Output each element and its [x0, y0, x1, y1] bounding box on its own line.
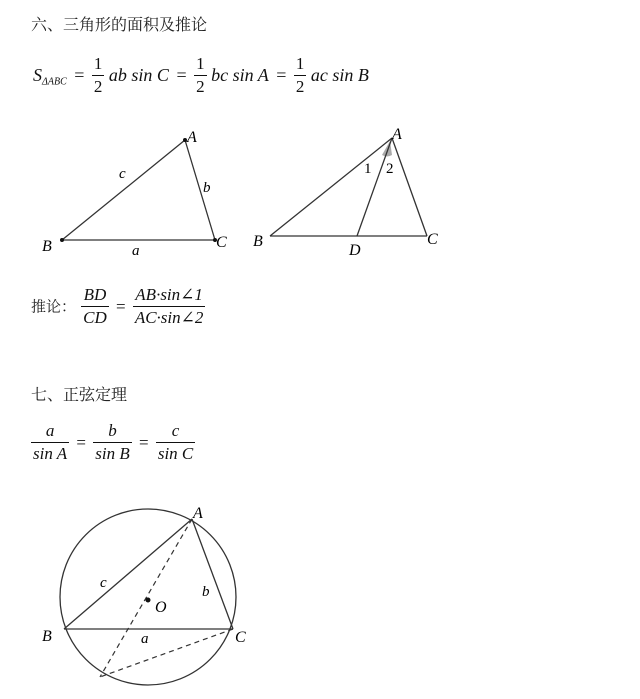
section-7-title: 七、正弦定理 [31, 385, 128, 404]
side-ab-line [270, 138, 392, 236]
center-point [146, 598, 151, 603]
side-b-label: b [202, 584, 210, 600]
corollary-rhs-fraction: $\frac{AB\cdot\sin\angle 1}{AC\cdot\sin\angle 2}$ [134, 285, 204, 327]
side-c-line [62, 140, 185, 240]
vertex-a-label: A [392, 126, 402, 143]
side-c-line [64, 519, 192, 629]
vertex-a-label: A [187, 129, 197, 146]
point-d-label: D [349, 242, 361, 258]
side-a-label: a [141, 631, 149, 647]
triangle-figure [30, 120, 240, 260]
area-fraction-2: $\frac{1}{2}$ [196, 54, 205, 96]
area-term-1: ab sin C [108, 65, 169, 85]
vertex-a-label: A [193, 505, 203, 522]
vertex-c-label: C [216, 234, 227, 251]
corollary: 推论： $\frac{BD}{CD}$ = $\frac{AB\cdot\sin\angle 1}{AC\cdot\sin\angle 2}$ [31, 285, 204, 327]
area-term-3: ac sin B [310, 65, 369, 85]
angle-1-label: 1 [364, 161, 372, 177]
area-term-2: bc sin A [211, 65, 269, 85]
corollary-lhs-fraction: $\frac{BD}{CD}$ [83, 285, 107, 327]
vertex-c-label: C [427, 231, 438, 248]
area-formula: $S_{\Delta ABC}$ = $\frac{1}{2}$ ab sin C = $\frac{1}{2}$ bc sin A = $\frac{1}{2}$ ac sin B [33, 54, 369, 96]
side-b-label: b [203, 180, 211, 196]
circumcircle-figure [30, 495, 270, 695]
side-c-label: c [119, 166, 126, 182]
vertex-b-label: B [253, 233, 263, 250]
diameter-dashed-line [100, 519, 192, 677]
corollary-label: 推论： [31, 297, 77, 316]
sines-fraction-b: $\frac{b}{\text{sin B}}$ [95, 421, 130, 463]
sines-fraction-a: $\frac{a}{\text{sin A}}$ [33, 421, 68, 463]
area-lhs: S [33, 65, 42, 85]
sines-fraction-c: $\frac{c}{\text{sin C}}$ [157, 421, 194, 463]
side-b-line [185, 140, 215, 240]
cevian-figure [245, 118, 450, 258]
side-a-label: a [132, 243, 140, 259]
law-of-sines: $\frac{a}{\text{sin A}}$ = $\frac{b}{\text{sin B}}$ = $\frac{c}{\text{sin C}}$ [33, 421, 194, 463]
vertex-b-label: B [42, 238, 52, 255]
vertex-c-label: C [235, 629, 246, 646]
circumcircle [60, 509, 236, 685]
section-6-title: 六、三角形的面积及推论 [31, 15, 208, 34]
area-lhs-subscript: ΔABC [42, 76, 67, 88]
angle-2-label: 2 [386, 161, 394, 177]
chord-dashed-line [100, 629, 233, 677]
area-fraction-1: $\frac{1}{2}$ [93, 54, 103, 96]
side-c-label: c [100, 575, 107, 591]
vertex-b-label: B [42, 628, 52, 645]
area-fraction-3: $\frac{1}{2}$ [295, 54, 305, 96]
center-o-label: O [155, 599, 167, 616]
side-ac-line [392, 138, 427, 236]
side-b-line [192, 519, 233, 629]
